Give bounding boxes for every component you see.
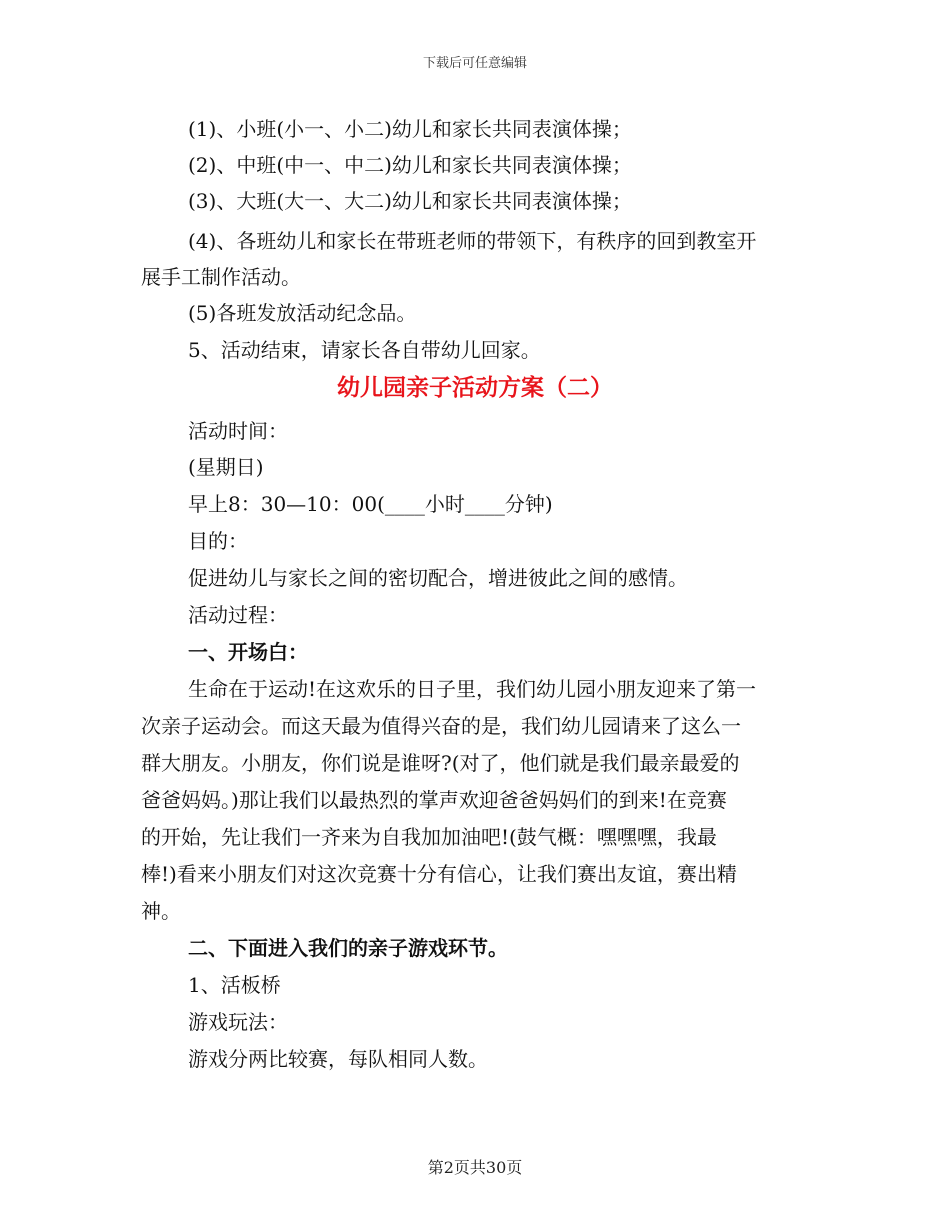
process-label: 活动过程： xyxy=(188,603,288,627)
activity-time-label: 活动时间： xyxy=(188,419,288,443)
purpose-label: 目的： xyxy=(188,529,248,553)
paragraph-line-5: 的开始，先让我们一齐来为自我加加油吧!(鼓气概：嘿嘿嘿，我最 xyxy=(141,825,717,849)
paragraph-line-2: 次亲子运动会。而这天最为值得兴奋的是，我们幼儿园请来了这么一 xyxy=(141,714,741,738)
list-item-4-line1: (4)、各班幼儿和家长在带班老师的带领下，有秩序的回到教室开 xyxy=(188,229,757,253)
paragraph-line-4: 爸爸妈妈。)那让我们以最热烈的掌声欢迎爸爸妈妈们的到来!在竞赛 xyxy=(141,788,727,812)
paragraph-line-3: 群大朋友。小朋友，你们说是谁呀?(对了，他们就是我们最亲最爱的 xyxy=(141,751,740,775)
purpose-text: 促进幼儿与家长之间的密切配合，增进彼此之间的感情。 xyxy=(188,566,688,590)
activity-weekday: (星期日) xyxy=(188,455,264,479)
paragraph-line-7: 神。 xyxy=(141,899,181,923)
game-rules-label: 游戏玩法： xyxy=(188,1010,288,1034)
paragraph-line-6: 棒!)看来小朋友们对这次竞赛十分有信心，让我们赛出友谊，赛出精 xyxy=(141,862,737,886)
section-1-heading: 一、开场白： xyxy=(188,640,308,664)
list-item-3: (3)、大班(大一、大二)幼儿和家长共同表演体操； xyxy=(188,189,632,213)
page-header: 下载后可任意编辑 xyxy=(422,56,527,71)
list-item-1: (1)、小班(小一、小二)幼儿和家长共同表演体操； xyxy=(188,117,632,141)
step-5-item: 5、活动结束，请家长各自带幼儿回家。 xyxy=(188,338,541,362)
game-1-title: 1、活板桥 xyxy=(188,973,281,997)
list-item-4-line2: 展手工制作活动。 xyxy=(141,265,301,289)
page-footer: 第2页共30页 xyxy=(427,1158,523,1177)
game-rules-text: 游戏分两比较赛，每队相同人数。 xyxy=(188,1047,488,1071)
list-item-2: (2)、中班(中一、中二)幼儿和家长共同表演体操； xyxy=(188,153,632,177)
section-title: 幼儿园亲子活动方案（二） xyxy=(337,374,613,401)
section-2-heading: 二、下面进入我们的亲子游戏环节。 xyxy=(188,936,508,960)
activity-time: 早上8：30—10：00(____小时____分钟) xyxy=(188,492,553,516)
list-item-5: (5)各班发放活动纪念品。 xyxy=(188,301,417,325)
paragraph-line-1: 生命在于运动!在这欢乐的日子里，我们幼儿园小朋友迎来了第一 xyxy=(188,677,757,701)
